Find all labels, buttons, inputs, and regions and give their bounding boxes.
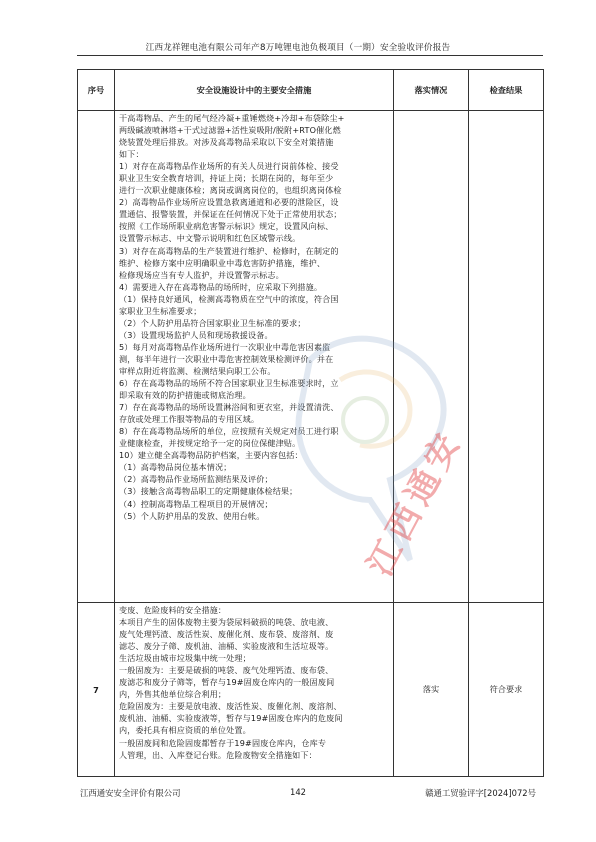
row1-measures-text: [115, 111, 393, 522]
text-line: 8）存在高毒物品场所的单位，应按照有关规定对员工进行职: [119, 426, 339, 437]
text-line: 测，每半年进行一次职业中毒危害控制效果检测评价。并在: [119, 353, 334, 364]
text-line: 3）对存在高毒物品的生产装置进行维护、检修时，在制定的: [119, 245, 339, 256]
text-line: 危险固废为：主要是放电液、废活性炭、废催化剂、废溶剂、: [119, 701, 342, 712]
text-line: （2）高毒物品作业场所监测结果及评价；: [119, 474, 273, 485]
text-line: 10）建立健全高毒物品防护档案，主要内容包括：: [119, 450, 303, 461]
text-line: （2）个人防护用品符合国家职业卫生标准的要求；: [119, 317, 306, 328]
text-line: 两级碱液喷淋塔+干式过滤器+活性炭吸附/脱附+RTO催化燃: [119, 125, 341, 136]
text-line: （3）设置现场监护人员和现场救援设备。: [119, 329, 273, 340]
row2-measures-cell: [115, 603, 394, 777]
text-line: 存放或处理工作服等物品的专用区域。: [119, 414, 260, 425]
text-line: 职业卫生安全教育培训，持证上岗；长期在岗的，每年至少: [119, 173, 334, 184]
text-line: 干高毒物品、产生的尾气经冷凝+重锤燃烧+冷却+布袋除尘+: [119, 113, 345, 123]
text-line: 变废、危险废料的安全措施：: [119, 605, 227, 615]
footer-report-code: 赣通工贸验评字[2024]072号: [425, 788, 536, 798]
text-line: 家职业卫生标准要求；: [119, 305, 202, 316]
text-line: 6）存在高毒物品的场所不符合国家职业卫生标准要求时，立: [119, 378, 339, 389]
text-line: 检修现场应当有专人监护，并设置警示标志。: [119, 269, 284, 280]
safety-measures-table: [77, 69, 544, 777]
text-line: 人管理，出、入库登记台账。危险废物安全措施如下：: [119, 749, 317, 760]
text-line: 4）需要进入存在高毒物品的场所时，应采取下列措施。: [119, 281, 323, 292]
text-line: 业健康检查，并按规定给予一定的岗位保健津贴。: [119, 438, 301, 449]
table-header-row: [78, 70, 544, 111]
text-line: 一般固废为：主要是破损的吨袋、废气处理钙渣、废布袋、: [119, 665, 334, 676]
text-line: 7）存在高毒物品的场所设置淋浴间和更衣室，并设置清洗、: [119, 402, 339, 413]
text-line: 废机油、油桶、实验废液等，暂存与19#固废仓库内的危废间: [119, 713, 343, 724]
text-line: 1）对存在高毒物品作业场所的有关人员进行岗前体检、接受: [119, 161, 339, 172]
text-line: 废气处理钙渣、废活性炭、废催化剂、废布袋、废溶剂、废: [119, 629, 334, 640]
row1-result-cell: [469, 111, 544, 603]
text-line: 维护、检修方案中应明确职业中毒危害防护措施，维护、: [119, 257, 326, 268]
text-line: （3）接触含高毒物品职工的定期健康体检结果；: [119, 486, 298, 497]
text-line: 滤芯、废分子筛、废机油、油桶、实验废液和生活垃圾等。: [119, 641, 334, 652]
text-line: 即采取有效的防护措施或彻底治理。: [119, 390, 251, 401]
text-line: 本项目产生的固体废物主要为袋尿料破损的吨袋、放电液、: [119, 617, 334, 628]
col-header-measures: 安全设施设计中的主要安全措施: [115, 70, 394, 111]
text-line: 废滤芯和废分子筛等，暂存与19#固废仓库内的一般固废间: [119, 677, 335, 688]
text-line: 按照《工作场所职业病危害警示标识》规定，设置风向标、: [119, 221, 334, 232]
row1-no-cell: [78, 111, 115, 603]
text-line: （1）高毒物品岗位基本情况；: [119, 462, 232, 473]
text-line: 生活垃圾由城市垃圾集中统一处理；: [119, 653, 251, 664]
text-line: 设置警示标志、中文警示说明和红色区域警示线。: [119, 233, 301, 244]
col-header-status: 落实情况: [394, 70, 469, 111]
row2-result-cell: 符合要求: [469, 603, 544, 777]
text-line: 一般固废间和危险固废都暂存于19#固废仓库内，仓库专: [119, 737, 327, 748]
row2-status-cell: 落实: [394, 603, 469, 777]
text-line: 2）高毒物品作业场所应设置急救离通道和必要的泄险区，设: [119, 197, 339, 208]
footer-page-number: 142: [290, 787, 306, 797]
row2-no-cell: 7: [78, 603, 115, 777]
text-line: 5）每月对高毒物品作业场所进行一次职业中毒危害因素监: [119, 341, 331, 352]
row2-measures-text: [115, 603, 393, 761]
header-rule: [77, 55, 543, 56]
col-header-result: 检查结果: [469, 70, 544, 111]
report-header-title: 江西龙祥锂电池有限公司年产8万吨锂电池负极项目（一期）安全验收评价报告: [145, 43, 451, 53]
text-line: 内，外售其他单位综合利用；: [119, 689, 227, 700]
col-header-no: 序号: [78, 70, 115, 111]
text-line: 内，委托具有相应资质的单位处置。: [119, 725, 251, 736]
text-line: 审样点附近将监测、检测结果向职工公布。: [119, 365, 276, 376]
footer-company: 江西通安安全评价有限公司: [80, 788, 181, 798]
row1-status-cell: [394, 111, 469, 603]
text-line: 烧装置处理后排放。对涉及高毒物品采取以下安全对策措施: [119, 137, 334, 148]
table-row: [78, 603, 544, 777]
watermark-text: 江西通安: [360, 422, 471, 583]
text-line: 置通信、报警装置，并保证在任何情况下处于正常使用状态；: [119, 209, 342, 220]
text-line: （4）控制高毒物品工程项目的开展情况；: [119, 498, 273, 509]
row1-measures-cell: [115, 111, 394, 603]
text-line: （5）个人防护用品的发放、使用台帐。: [119, 510, 265, 521]
text-line: （1）保持良好通风，检测高毒物质在空气中的浓度，符合国: [119, 293, 339, 304]
table-row: [78, 111, 544, 603]
text-line: 如下：: [119, 149, 144, 160]
text-line: 进行一次职业健康体检；离岗或调离岗位的，也组织离岗体检: [119, 185, 342, 196]
